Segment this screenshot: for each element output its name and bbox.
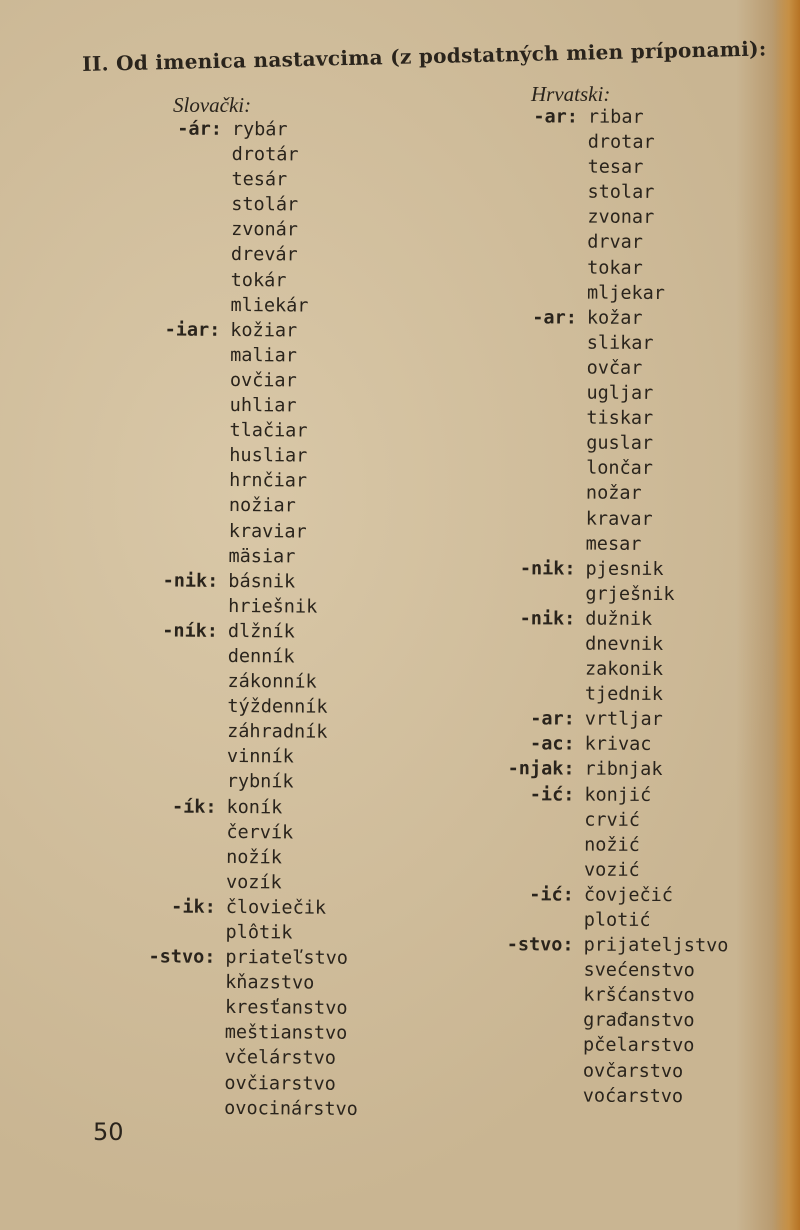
- slovak-word-row: [104, 794, 360, 821]
- slovak-word-row: [107, 492, 363, 519]
- slovak-word: husliar: [229, 445, 308, 467]
- croatian-word-row: [469, 355, 732, 381]
- section-heading: II. Od imenica nastavcima (z podstatných mien príponami):: [82, 36, 767, 76]
- slovak-word-row: [106, 568, 362, 595]
- croatian-column-title: Hrvatski:: [531, 82, 611, 106]
- croatian-suffix: -ić:: [529, 884, 574, 906]
- slovak-suffix: [107, 492, 219, 518]
- slovak-word: záhradník: [227, 721, 328, 743]
- croatian-word: slikar: [586, 332, 654, 354]
- slovak-word-row: [108, 392, 364, 419]
- croatian-suffix: -njak:: [507, 758, 575, 780]
- slovak-word-row: [107, 442, 363, 469]
- croatian-word: kršćanstvo: [583, 984, 695, 1007]
- croatian-word: voćarstvo: [582, 1085, 684, 1107]
- croatian-word: konjić: [584, 784, 652, 806]
- slovak-suffix: [109, 166, 221, 192]
- slovak-word-row: [104, 819, 360, 846]
- croatian-word: tesar: [587, 156, 644, 179]
- croatian-word-row: [466, 832, 729, 858]
- croatian-suffix: [465, 1083, 573, 1109]
- slovak-word: nožiar: [228, 495, 296, 517]
- croatian-suffix: -stvo:: [506, 934, 574, 956]
- croatian-suffix: [468, 455, 576, 481]
- slovak-suffix: [104, 869, 216, 895]
- croatian-suffix: -ar:: [532, 307, 577, 329]
- slovak-word: červík: [226, 821, 294, 844]
- slovak-word: priateľstvo: [225, 947, 349, 969]
- croatian-word: nožić: [584, 834, 640, 856]
- croatian-suffix: [470, 154, 578, 180]
- slovak-suffix: [109, 216, 221, 242]
- croatian-word: čovječić: [583, 884, 674, 906]
- slovak-word: ovocinárstvo: [224, 1097, 358, 1120]
- slovak-suffix: -nik:: [162, 570, 219, 592]
- croatian-suffix: [469, 179, 577, 205]
- slovak-word: vinník: [226, 746, 294, 768]
- slovak-word-row: [105, 668, 361, 695]
- slovak-word-row: [103, 994, 359, 1021]
- croatian-word-row: [466, 907, 729, 933]
- croatian-word-row: [467, 681, 730, 707]
- slovak-suffix: [108, 367, 220, 393]
- croatian-suffix: [467, 631, 575, 657]
- croatian-suffix: [467, 681, 575, 707]
- slovak-word: včelárstvo: [224, 1047, 337, 1070]
- slovak-word-row: [109, 191, 365, 218]
- slovak-word-row: [110, 141, 366, 168]
- croatian-suffix: [469, 280, 577, 306]
- slovak-word: nožík: [226, 846, 282, 869]
- croatian-word: ovčarstvo: [582, 1060, 684, 1082]
- croatian-word-row: [467, 731, 730, 757]
- slovak-suffix: [107, 517, 219, 543]
- slovak-suffix: [108, 392, 220, 418]
- croatian-word: vozić: [583, 859, 640, 881]
- croatian-word-row: [466, 882, 729, 908]
- croatian-suffix: [469, 229, 577, 255]
- slovak-suffix: [105, 768, 217, 794]
- slovak-word-row: [103, 919, 359, 946]
- croatian-suffix: [465, 1032, 573, 1058]
- croatian-word-row: [468, 380, 731, 406]
- slovak-word: mliekár: [230, 294, 309, 317]
- croatian-word-row: [467, 606, 730, 632]
- slovak-word-row: [103, 969, 359, 996]
- croatian-word-row: [466, 807, 729, 833]
- croatian-word: zvonar: [587, 206, 655, 229]
- croatian-word: drvar: [587, 232, 644, 254]
- slovak-word: zvonár: [231, 219, 299, 241]
- slovak-suffix: [102, 1070, 214, 1096]
- croatian-suffix: -nik:: [519, 608, 576, 630]
- croatian-word-row: [469, 229, 732, 255]
- croatian-word-row: [465, 982, 728, 1008]
- slovak-suffix: [108, 342, 220, 368]
- slovak-suffix: [105, 668, 217, 694]
- slovak-word: ovčiarstvo: [224, 1072, 336, 1095]
- croatian-suffix: [468, 430, 576, 456]
- slovak-word-row: [105, 693, 361, 720]
- slovak-suffix: -stvo:: [148, 946, 216, 968]
- slovak-word: zákonník: [227, 671, 317, 693]
- slovak-word-row: [104, 894, 360, 921]
- slovak-suffix: [106, 593, 218, 619]
- slovak-suffix: [106, 543, 218, 569]
- slovak-word-row: [103, 1019, 359, 1046]
- croatian-word: dnevnik: [585, 633, 664, 655]
- croatian-word-list: [465, 104, 733, 1109]
- slovak-word: tokár: [230, 269, 287, 291]
- slovak-word: mäsiar: [228, 545, 296, 568]
- croatian-word-row: [467, 656, 730, 682]
- slovak-word: hrnčiar: [229, 470, 308, 492]
- slovak-word-row: [108, 342, 364, 369]
- slovak-word: dlžník: [227, 620, 295, 643]
- slovak-word-row: [109, 267, 365, 294]
- slovak-suffix: -ik:: [171, 896, 216, 918]
- croatian-suffix: [465, 957, 573, 983]
- croatian-word: kožar: [586, 307, 643, 329]
- croatian-word-row: [470, 104, 733, 130]
- slovak-word-list: [102, 116, 366, 1122]
- page-number: 50: [93, 1118, 124, 1146]
- croatian-suffix: [466, 807, 574, 833]
- slovak-word: kožiar: [230, 319, 298, 342]
- croatian-word: svećenstvo: [583, 959, 695, 982]
- slovak-word: básnik: [228, 570, 296, 593]
- croatian-suffix: -nik:: [519, 557, 576, 580]
- slovak-word-row: [109, 216, 365, 243]
- croatian-word-row: [466, 756, 729, 782]
- slovak-word: tlačiar: [229, 420, 308, 442]
- slovak-word-row: [105, 718, 361, 745]
- croatian-suffix: [468, 380, 576, 406]
- slovak-word-row: [102, 1095, 358, 1122]
- slovak-word: stolár: [231, 194, 299, 216]
- croatian-suffix: [468, 505, 576, 531]
- croatian-word: plotić: [583, 909, 651, 931]
- croatian-word: građanstvo: [583, 1009, 695, 1032]
- croatian-suffix: [468, 531, 576, 557]
- croatian-word-row: [469, 305, 732, 331]
- croatian-word-row: [470, 154, 733, 180]
- slovak-word-row: [105, 768, 361, 795]
- slovak-suffix: -iar:: [164, 319, 221, 341]
- slovak-suffix: [107, 417, 219, 443]
- slovak-word: plôtik: [225, 921, 293, 944]
- slovak-word: maliar: [230, 344, 298, 367]
- croatian-word: drotar: [587, 131, 655, 154]
- croatian-word: pjesnik: [585, 558, 664, 580]
- slovak-word: týždenník: [227, 696, 328, 718]
- slovak-word-row: [103, 1044, 359, 1071]
- croatian-word-row: [467, 631, 730, 657]
- slovak-column-title: Slovački:: [173, 93, 252, 117]
- slovak-suffix: [106, 643, 218, 669]
- croatian-word: tjednik: [584, 683, 663, 706]
- croatian-suffix: [466, 907, 574, 933]
- croatian-suffix: [469, 204, 577, 230]
- croatian-word: zakonik: [584, 658, 664, 681]
- slovak-suffix: [103, 969, 215, 995]
- slovak-word: rybník: [226, 771, 294, 793]
- croatian-word-row: [465, 1058, 728, 1084]
- slovak-word-row: [104, 869, 360, 896]
- croatian-word-row: [466, 782, 729, 808]
- croatian-word-row: [468, 556, 731, 582]
- slovak-word: kresťanstvo: [224, 997, 348, 1020]
- croatian-word-row: [469, 255, 732, 281]
- slovak-suffix: [107, 467, 219, 493]
- slovak-suffix: [103, 1044, 215, 1070]
- croatian-word: nožar: [585, 483, 642, 505]
- slovak-suffix: [109, 241, 221, 267]
- croatian-suffix: [466, 857, 574, 883]
- slovak-word-row: [110, 116, 366, 143]
- croatian-suffix: -ar:: [530, 708, 575, 730]
- croatian-word-row: [466, 932, 729, 958]
- slovak-word-row: [106, 618, 362, 645]
- croatian-suffix: [470, 129, 578, 155]
- slovak-word: kňazstvo: [225, 972, 315, 994]
- croatian-word: stolar: [587, 181, 655, 204]
- croatian-word: prijateljstvo: [583, 934, 729, 957]
- croatian-word: tokar: [587, 257, 643, 279]
- slovak-word: drotár: [231, 144, 299, 166]
- slovak-word: rybár: [231, 118, 288, 141]
- slovak-word: tesár: [231, 169, 288, 191]
- slovak-word: uhliar: [229, 394, 297, 417]
- slovak-suffix: -ár:: [177, 118, 222, 140]
- slovak-word: koník: [226, 796, 283, 818]
- croatian-word: dužnik: [585, 608, 653, 630]
- slovak-suffix: [105, 718, 217, 744]
- slovak-suffix: [109, 267, 221, 293]
- slovak-word-row: [106, 643, 362, 670]
- croatian-word-row: [469, 330, 732, 356]
- croatian-word-row: [469, 280, 732, 306]
- slovak-suffix: [103, 919, 215, 945]
- croatian-word: krivac: [584, 733, 652, 756]
- croatian-suffix: [465, 982, 573, 1008]
- croatian-word: guslar: [586, 432, 654, 455]
- slovak-word-row: [103, 944, 359, 971]
- slovak-suffix: [105, 743, 217, 769]
- slovak-word-row: [102, 1070, 358, 1097]
- slovak-word: vozík: [225, 871, 282, 894]
- slovak-suffix: [107, 442, 219, 468]
- slovak-word-row: [109, 241, 365, 268]
- croatian-word-row: [468, 480, 731, 506]
- croatian-word: vrtljar: [584, 708, 663, 731]
- slovak-suffix: -ík:: [171, 796, 217, 818]
- croatian-word-row: [469, 204, 732, 230]
- croatian-suffix: [467, 656, 575, 682]
- slovak-word: meštianstvo: [224, 1022, 348, 1045]
- slovak-suffix: [103, 994, 215, 1020]
- croatian-suffix: -ac:: [530, 733, 575, 755]
- croatian-suffix: [465, 1058, 573, 1084]
- page-edge: [772, 0, 800, 1230]
- croatian-word-row: [470, 129, 733, 155]
- slovak-suffix: [104, 844, 216, 870]
- croatian-word-row: [467, 581, 730, 607]
- croatian-word: tiskar: [586, 407, 654, 430]
- croatian-suffix: [466, 832, 574, 858]
- croatian-word-row: [469, 179, 732, 205]
- slovak-word: ovčiar: [229, 369, 297, 392]
- croatian-suffix: [468, 405, 576, 431]
- slovak-word-row: [107, 417, 363, 444]
- slovak-suffix: [103, 1019, 215, 1045]
- croatian-word-row: [468, 455, 731, 481]
- croatian-word: ugljar: [586, 382, 654, 404]
- slovak-word-row: [109, 166, 365, 193]
- slovak-word-row: [108, 292, 364, 319]
- croatian-suffix: [467, 581, 575, 607]
- croatian-suffix: -ić:: [529, 783, 575, 806]
- slovak-suffix: [110, 141, 222, 167]
- croatian-suffix: [468, 480, 576, 506]
- slovak-word: hriešnik: [228, 595, 318, 618]
- slovak-word-row: [107, 517, 363, 544]
- slovak-word: človiečik: [225, 896, 327, 919]
- croatian-suffix: [469, 355, 577, 381]
- croatian-word-row: [465, 1007, 728, 1033]
- slovak-word-row: [108, 317, 364, 344]
- croatian-word-row: [466, 857, 729, 883]
- croatian-word-row: [468, 505, 731, 531]
- slovak-word-row: [104, 844, 360, 871]
- slovak-word-row: [105, 743, 361, 770]
- croatian-word-row: [465, 1083, 728, 1109]
- croatian-word: crvić: [584, 809, 641, 831]
- croatian-suffix: -ar:: [533, 106, 578, 128]
- croatian-word: lončar: [586, 457, 653, 480]
- slovak-word: drevár: [230, 244, 298, 266]
- slovak-suffix: [109, 191, 221, 217]
- croatian-word-row: [468, 531, 731, 557]
- croatian-word: mljekar: [586, 282, 666, 304]
- croatian-word: ovčar: [586, 357, 643, 379]
- croatian-suffix: [469, 330, 577, 356]
- slovak-suffix: [105, 693, 217, 719]
- slovak-word-row: [106, 593, 362, 620]
- croatian-word: mesar: [585, 533, 642, 555]
- croatian-word: ribar: [587, 106, 644, 128]
- croatian-word: kravar: [585, 508, 653, 530]
- slovak-word-row: [106, 543, 362, 570]
- croatian-word-row: [468, 405, 731, 431]
- slovak-suffix: [102, 1095, 214, 1121]
- slovak-word: kraviar: [228, 520, 307, 543]
- croatian-word: pčelarstvo: [583, 1035, 695, 1057]
- slovak-word: denník: [227, 645, 295, 668]
- croatian-word-row: [465, 1032, 728, 1058]
- croatian-word-row: [465, 957, 728, 983]
- slovak-suffix: -ník:: [162, 620, 219, 642]
- slovak-suffix: [104, 819, 216, 845]
- slovak-word-row: [108, 367, 364, 394]
- croatian-word-row: [468, 430, 731, 456]
- croatian-word-row: [467, 706, 730, 732]
- croatian-word: grješnik: [585, 583, 675, 605]
- croatian-word: ribnjak: [584, 759, 663, 781]
- slovak-suffix: [108, 292, 220, 318]
- slovak-word-row: [107, 467, 363, 494]
- croatian-suffix: [469, 255, 577, 281]
- croatian-suffix: [465, 1007, 573, 1033]
